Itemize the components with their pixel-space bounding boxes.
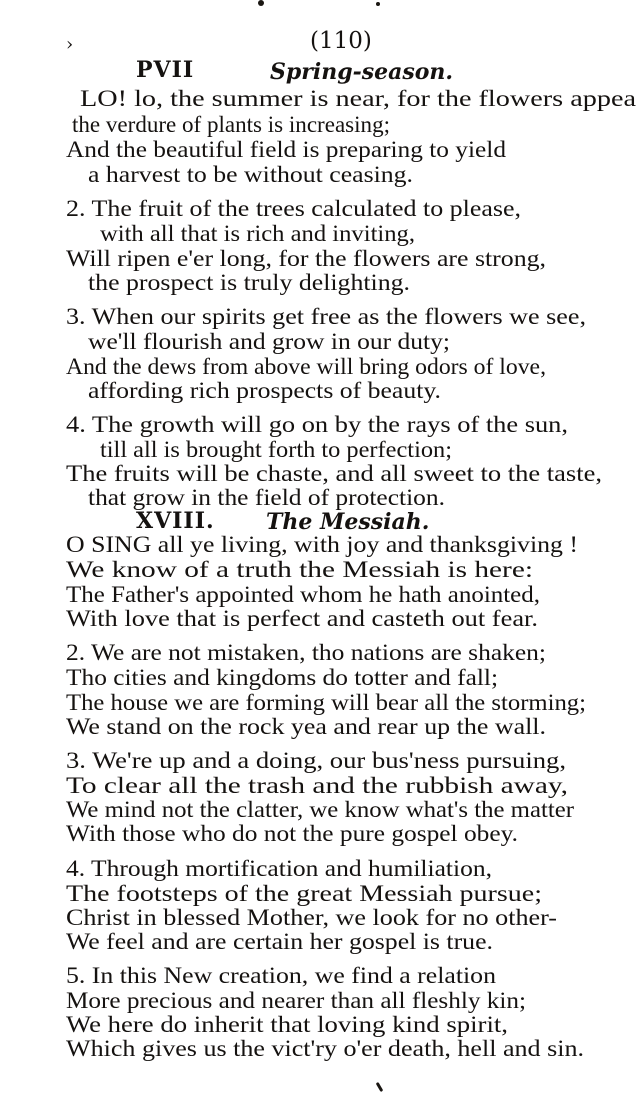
verse-line: till all is brought forth to perfection; [100,437,452,462]
verse-line: More precious and nearer than all fleshly kin; [66,988,526,1013]
hymn-18-header [136,508,215,534]
verse-line: 5. In this New creation, we find a relation [66,963,496,988]
verse-line: We know of a truth the Messiah is here: [66,557,533,582]
verse-line: with all that is rich and inviting, [100,221,415,246]
verse-line: the prospect is truly delighting. [88,270,410,295]
hymn-17-title-wrap [270,59,453,85]
verse-line: We feel and are certain her gospel is true. [66,929,493,954]
verse-line: that grow in the field of protection. [88,485,445,510]
verse-line: To clear all the trash and the rubbish away, [66,773,568,798]
verse-line: The Father's appointed whom he hath anointed, [66,582,540,607]
verse-line: We stand on the rock yea and rear up the wall. [66,714,546,739]
verse-line: a harvest to be without ceasing. [88,162,413,187]
verse-line: The footsteps of the great Messiah pursue; [66,881,542,906]
verse-line: We mind not the clatter, we know what's the matter [66,797,574,822]
verse-line: Will ripen e'er long, for the flowers are strong, [66,246,546,271]
verse-line: We here do inherit that loving kind spirit, [66,1012,508,1037]
hymn-17-title: Spring-season. [270,59,454,85]
verse-line: 2. The fruit of the trees calculated to please, [66,196,521,221]
hymn-17-header [136,57,194,83]
page-number: (110) [310,28,372,54]
ink-speck [376,2,380,6]
verse-line: Tho cities and kingdoms do totter and fall; [66,665,499,690]
ink-speck [258,0,264,6]
verse-line: Which gives us the vict'ry o'er death, hell and sin. [66,1036,584,1061]
ink-speck [376,1082,384,1092]
hymn-17-number: PVII [136,57,195,83]
verse-line: With those who do not the pure gospel obey. [66,821,518,846]
hymn-18-number: XVIII. [136,508,215,534]
verse-line: 3. When our spirits get free as the flowers we see, [66,304,586,329]
verse-line: Christ in blessed Mother, we look for no other- [66,905,557,930]
verse-line: 4. The growth will go on by the rays of the sun, [66,412,568,437]
hymn-18-title: The Messiah. [266,509,430,535]
verse-line: affording rich prospects of beauty. [88,378,441,403]
verse-line: And the dews from above will bring odors of love, [66,354,546,379]
verse-line: O SING all ye living, with joy and thanksgiving ! [66,532,578,557]
verse-line: we'll flourish and grow in our duty; [88,329,450,354]
verse-line: 2. We are not mistaken, tho nations are shaken; [66,640,546,665]
verse-line: And the beautiful field is preparing to yield [66,137,506,162]
verse-line: The fruits will be chaste, and all sweet to the taste, [66,461,602,486]
verse-line: 4. Through mortification and humiliation, [66,856,492,881]
verse-line: The house we are forming will bear all the storming; [66,690,586,715]
page-marker: › [66,34,74,55]
verse-line: LO! lo, the summer is near, for the flowers appea [80,86,636,111]
verse-line: the verdure of plants is increasing; [72,112,390,137]
verse-line: 3. We're up and a doing, our bus'ness pursuing, [66,748,566,773]
verse-line: With love that is perfect and casteth out fear. [66,606,538,631]
